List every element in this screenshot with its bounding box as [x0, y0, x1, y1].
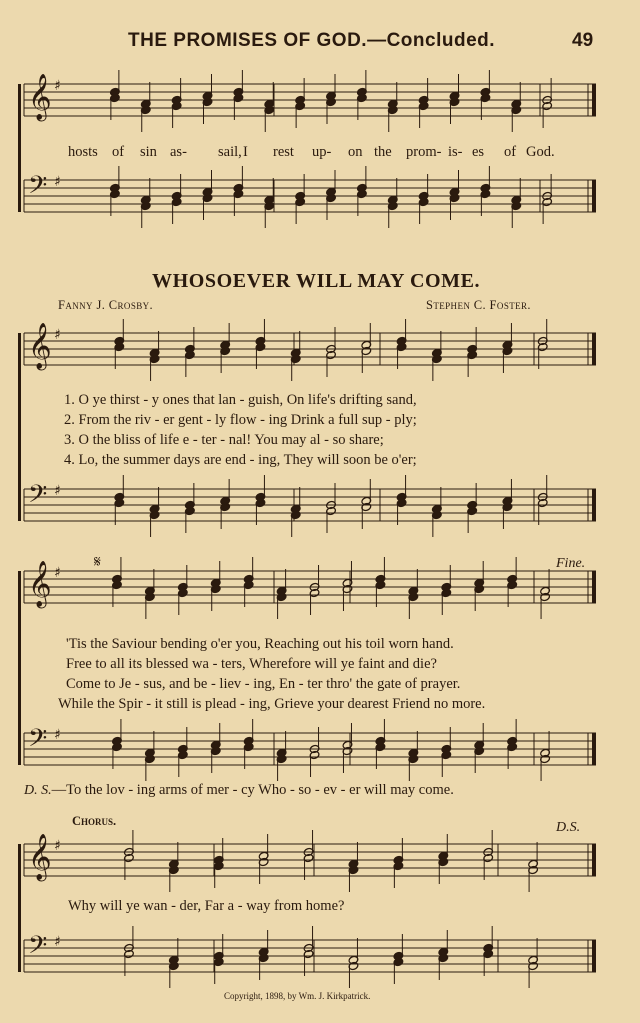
key-sharp: ♯: [54, 174, 61, 190]
copyright-notice: Copyright, 1898, by Wm. J. Kirkpatrick.: [224, 991, 371, 1001]
lyric-syllable: of: [504, 144, 517, 160]
key-sharp: ♯: [54, 727, 61, 743]
hymn-title: WHOSOEVER WILL MAY COME.: [152, 270, 481, 292]
lyric-syllable: hosts: [68, 144, 98, 160]
lyric-syllable: I: [243, 144, 248, 160]
page-header-title: THE PROMISES OF GOD.—Concluded.: [128, 30, 496, 51]
bass-clef: 𝄢: [28, 724, 48, 759]
system-bracket: [18, 571, 21, 765]
final-bar-thick: [592, 940, 596, 972]
lyric-syllable: prom-: [406, 144, 442, 160]
final-bar-thick: [592, 333, 596, 365]
chorus-label: Chorus.: [72, 814, 117, 828]
second-line-1: 'Tis the Saviour bending o'er you, Reaching out his toil worn hand.: [66, 636, 454, 652]
verse-line-1: 1. O ye thirst - y ones that lan - guish, On life's drifting sand,: [64, 392, 417, 408]
system-bracket: [18, 84, 21, 212]
bass-clef: 𝄢: [28, 480, 48, 515]
lyric-syllable: es: [472, 144, 485, 160]
composer-credit: Stephen C. Foster.: [426, 298, 531, 312]
bass-clef: 𝄢: [28, 171, 48, 206]
chorus-ds-label: D.S.: [556, 820, 581, 835]
verse-line-4: 4. Lo, the summer days are end - ing, They will soon be o'er;: [64, 452, 417, 468]
key-sharp: ♯: [54, 78, 61, 94]
fine-label: Fine.: [556, 556, 586, 571]
ds-text: —To the lov - ing arms of mer - cy Who - so - ev - er will may come.: [51, 782, 454, 798]
treble-clef: 𝄞: [28, 561, 52, 607]
ds-line: [24, 782, 454, 799]
system-bracket: [18, 844, 21, 972]
final-bar-thick: [592, 180, 596, 212]
final-bar-thick: [592, 571, 596, 603]
key-sharp: ♯: [54, 934, 61, 950]
lyric-syllable: God.: [526, 144, 555, 160]
treble-clef: 𝄞: [28, 834, 52, 880]
key-sharp: ♯: [54, 838, 61, 854]
treble-clef: 𝄞: [28, 74, 52, 120]
system-bracket: [18, 333, 21, 521]
lyric-syllable: the: [374, 144, 392, 160]
key-sharp: ♯: [54, 327, 61, 343]
lyricist-credit: Fanny J. Crosby.: [58, 298, 154, 312]
page-number: 49: [572, 30, 594, 51]
final-bar-thick: [592, 84, 596, 116]
lyric-syllable: as-: [170, 144, 187, 160]
lyric-syllable: rest: [273, 144, 294, 160]
lyric-syllable: sin: [140, 144, 157, 160]
verse-line-3: 3. O the bliss of life e - ter - nal! You may al - so share;: [64, 432, 384, 448]
second-line-4: While the Spir - it still is plead - ing, Grieve your dearest Friend no more.: [58, 696, 486, 712]
bass-clef: 𝄢: [28, 931, 48, 966]
second-line-3: Come to Je - sus, and be - liev - ing, En - ter thro' the gate of prayer.: [66, 676, 461, 692]
final-bar-thick: [592, 733, 596, 765]
second-line-2: Free to all its blessed wa - ters, Wherefore will ye faint and die?: [66, 656, 437, 672]
lyric-syllable: up-: [312, 144, 332, 160]
verse-line-2: 2. From the riv - er gent - ly flow - ing Drink a full sup - ply;: [64, 412, 417, 428]
chorus-lyric: Why will ye wan - der, Far a - way from home?: [68, 898, 345, 914]
treble-clef: 𝄞: [28, 323, 52, 369]
final-bar-thick: [592, 844, 596, 876]
lyric-syllable: is-: [448, 144, 463, 160]
lyric-syllable: of: [112, 144, 125, 160]
ds-label: D. S.: [24, 783, 52, 798]
key-sharp: ♯: [54, 565, 61, 581]
final-bar-thick: [592, 489, 596, 521]
lyric-syllable: on: [348, 144, 363, 160]
lyric-syllable: sail,: [218, 144, 242, 160]
key-sharp: ♯: [54, 483, 61, 499]
segno-sign: 𝄋: [94, 554, 101, 571]
